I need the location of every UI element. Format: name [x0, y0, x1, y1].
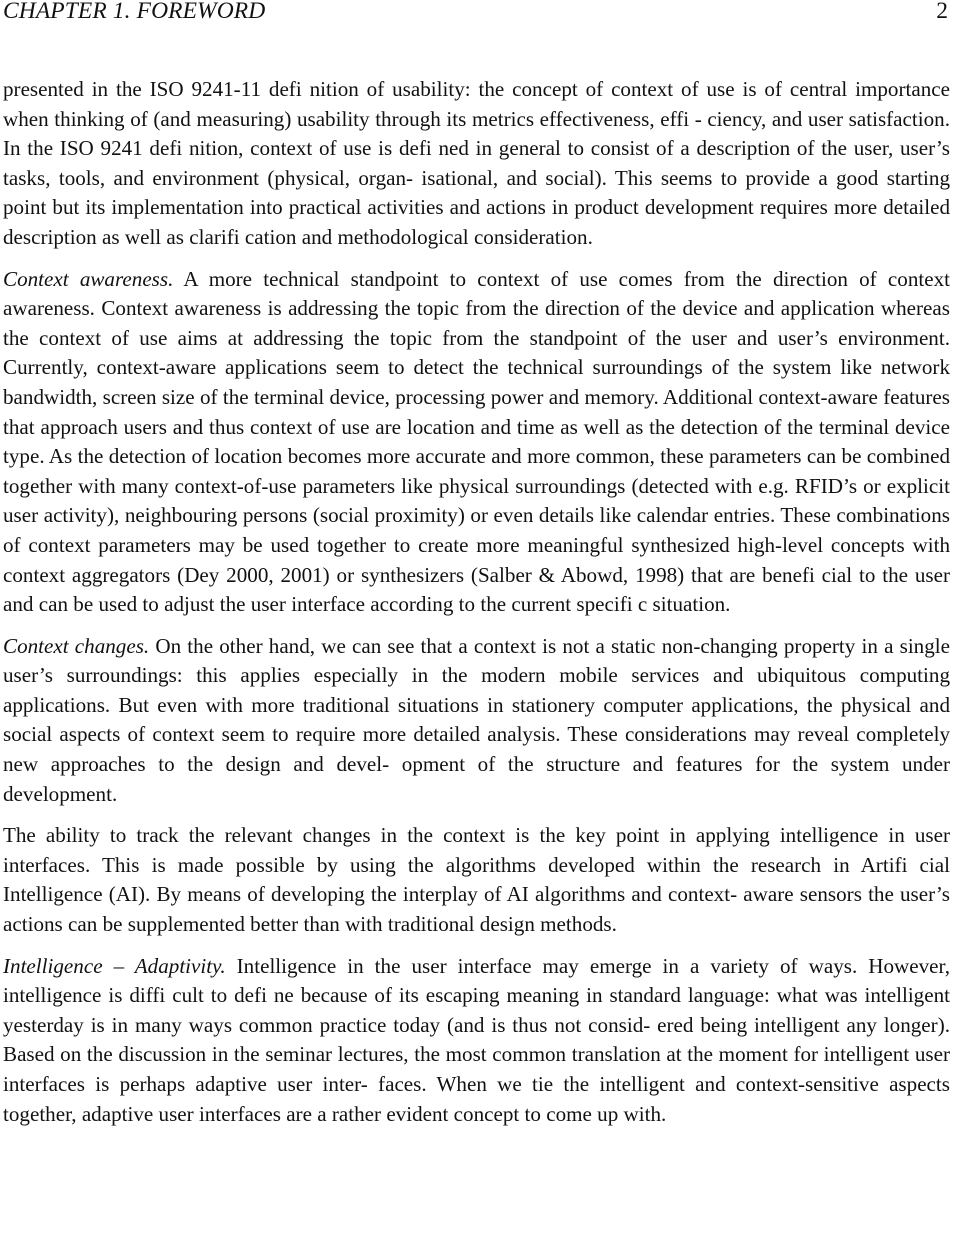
paragraph-text: On the other hand, we can see that a context is not a static non-changing property in a single user’s surroundings: this applies especially in the modern mobile services and ubiquitous computing applications. But even with more traditional situations in stationery computer applications, the physical and social aspects of context seem to require more detailed analysis. These considerations may reveal completely new approaches to the design and devel- opment of the structure and features for the system under development. — [3, 633, 951, 806]
paragraph-lead: Context changes. — [3, 633, 150, 658]
chapter-title: CHAPTER 1. FOREWORD — [3, 0, 266, 24]
body-text — [3, 75, 950, 1129]
paragraph-tracking-changes — [3, 821, 950, 939]
paragraph-lead: Context awareness. — [3, 266, 174, 291]
document-page — [3, 0, 950, 1129]
paragraph-text: A more technical standpoint to context of use comes from the direction of context awareness. Context awareness is addressing the topic from the direction of the device and application whereas the context of use aims at addressing the topic from the standpoint of the user and user’s environment. Currently, context-aware applications seem to detect the technical surroundings of the system like network bandwidth, screen size of the terminal device, processing power and memory. Additional context-aware features that approach users and thus context of use are location and time as well as the detection of the terminal device type. As the detection of location becomes more accurate and more common, these parameters can be combined together with many context-of-use parameters like physical surroundings (detected with e.g. RFID’s or explicit user activity), neighbouring persons (social proximity) or even details like calendar entries. These combinations of context parameters may be used together to create more meaningful synthesized high-level concepts with context aggregators (Dey 2000, 2001) or synthesizers (Salber & Abowd, 1998) that are benefi cial to the user and can be used to adjust the user interface according to the current specifi c situation. — [3, 266, 951, 617]
paragraph-lead: Intelligence – Adaptivity. — [3, 953, 226, 978]
paragraph-iso-definition — [3, 75, 950, 253]
paragraph-text: The ability to track the relevant changes in the context is the key point in applying intelligence in user interfaces. This is made possible by using the algorithms developed within the research in Artifi cial Intelligence (AI). By means of developing the interplay of AI algorithms and context- aware sensors the user’s actions can be supplemented better than with traditional design methods. — [3, 823, 950, 937]
paragraph-text: presented in the ISO 9241-11 defi nition of usability: the concept of context of use is of central importance when thinking of (and measuring) usability through its metrics effectiveness, effi - ciency, and user satisfaction. In the ISO 9241 defi nition, context of use is defi ned in general to consist of a description of the user, user’s tasks, tools, and environment (physical, organ- isational, and social). This seems to provide a good starting point but its implementation into practical activities and actions in product development requires more detailed description as well as clarifi cation and methodological consideration. — [3, 77, 950, 249]
paragraph-context-awareness — [3, 265, 950, 620]
paragraph-intelligence-adaptivity — [3, 952, 950, 1130]
running-header — [3, 0, 950, 25]
paragraph-text: Intelligence in the user interface may emerge in a variety of ways. However, intelligence is diffi cult to defi ne because of its escaping meaning in standard language: what was intelligent yesterday is in many ways common practice today (and is thus not consid- ered being intelligent any longer). Based on the discussion in the seminar lectures, the most common translation at the moment for intelligent user interfaces is perhaps adaptive user inter- faces. When we tie the intelligent and context-sensitive aspects together, adaptive user interfaces are a rather evident concept to come up with. — [3, 953, 951, 1126]
paragraph-context-changes — [3, 632, 950, 810]
page-number: 2 — [936, 0, 948, 24]
